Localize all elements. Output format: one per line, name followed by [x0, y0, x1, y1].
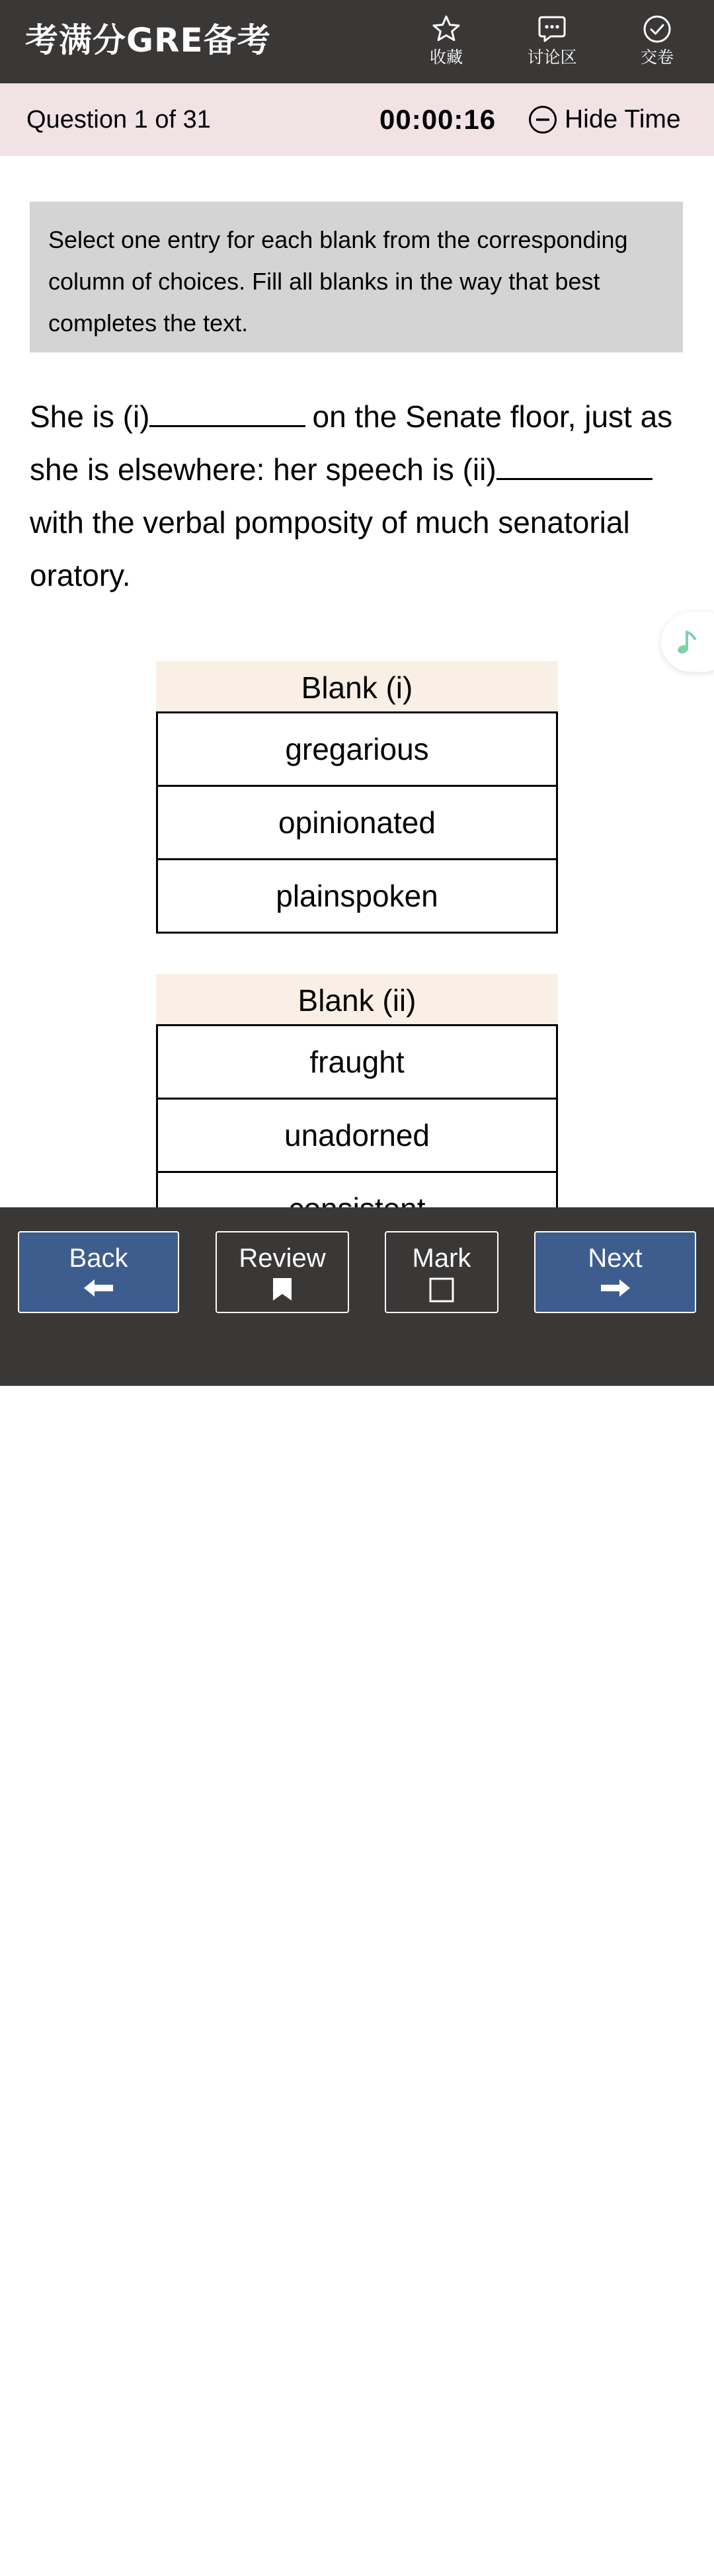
app-title: 考满分GRE备考 — [25, 21, 271, 60]
arrow-left-icon — [83, 1277, 114, 1299]
next-label: Next — [588, 1244, 643, 1273]
app-header — [0, 0, 714, 83]
arrow-right-icon — [600, 1277, 631, 1299]
blank-i-header: Blank (i) — [156, 661, 558, 711]
blank-ii-line — [496, 477, 653, 480]
home-indicator — [229, 2567, 485, 2576]
mark-label: Mark — [412, 1244, 471, 1273]
question-passage — [30, 390, 684, 602]
checkbox-icon — [428, 1277, 455, 1303]
discussion-label: 讨论区 — [527, 48, 577, 67]
choice-gregarious[interactable]: gregarious — [156, 711, 558, 787]
back-label: Back — [69, 1244, 128, 1273]
submit-exam-button[interactable] — [614, 13, 700, 73]
review-label: Review — [239, 1244, 326, 1273]
favorite-label: 收藏 — [429, 48, 463, 67]
bottom-navigation — [0, 1207, 714, 1386]
review-button[interactable] — [216, 1231, 349, 1313]
hide-time-button[interactable] — [528, 101, 681, 139]
question-status-bar — [0, 83, 714, 156]
bookmark-icon — [272, 1277, 292, 1301]
back-button[interactable] — [18, 1231, 179, 1313]
choice-unadorned[interactable]: unadorned — [156, 1098, 558, 1173]
passage-part-2: on the Senate floor, just as she is elsewhere: her speech is — [30, 399, 673, 487]
blank-ii-column — [156, 974, 558, 1246]
directions-box: Select one entry for each blank from the corresponding column of choices. Fill all blanks in the way that best completes the text. — [30, 202, 683, 352]
chat-bubble-icon — [536, 13, 568, 45]
check-circle-icon — [641, 13, 673, 45]
blank-i-column — [156, 661, 558, 934]
passage-part-4: with the verbal pomposity of much senatorial oratory. — [30, 505, 630, 592]
music-note-icon — [673, 627, 703, 657]
question-counter: Question 1 of 31 — [26, 106, 211, 134]
star-icon — [430, 13, 462, 45]
choice-plainspoken[interactable]: plainspoken — [156, 858, 558, 934]
passage-part-3: (ii) — [462, 452, 496, 487]
minus-circle-icon — [528, 104, 558, 135]
passage-part-1: She is (i) — [30, 399, 150, 434]
blank-ii-header: Blank (ii) — [156, 974, 558, 1024]
discussion-button[interactable] — [509, 13, 595, 73]
choice-fraught[interactable]: fraught — [156, 1024, 558, 1100]
favorite-button[interactable] — [403, 13, 489, 73]
hide-time-label: Hide Time — [565, 105, 681, 134]
choice-opinionated[interactable]: opinionated — [156, 785, 558, 860]
music-float-button[interactable] — [661, 612, 714, 672]
mark-button[interactable] — [385, 1231, 498, 1313]
timer: 00:00:16 — [379, 104, 496, 135]
submit-exam-label: 交卷 — [640, 48, 674, 67]
blank-i-line — [149, 424, 305, 427]
next-button[interactable] — [534, 1231, 696, 1313]
